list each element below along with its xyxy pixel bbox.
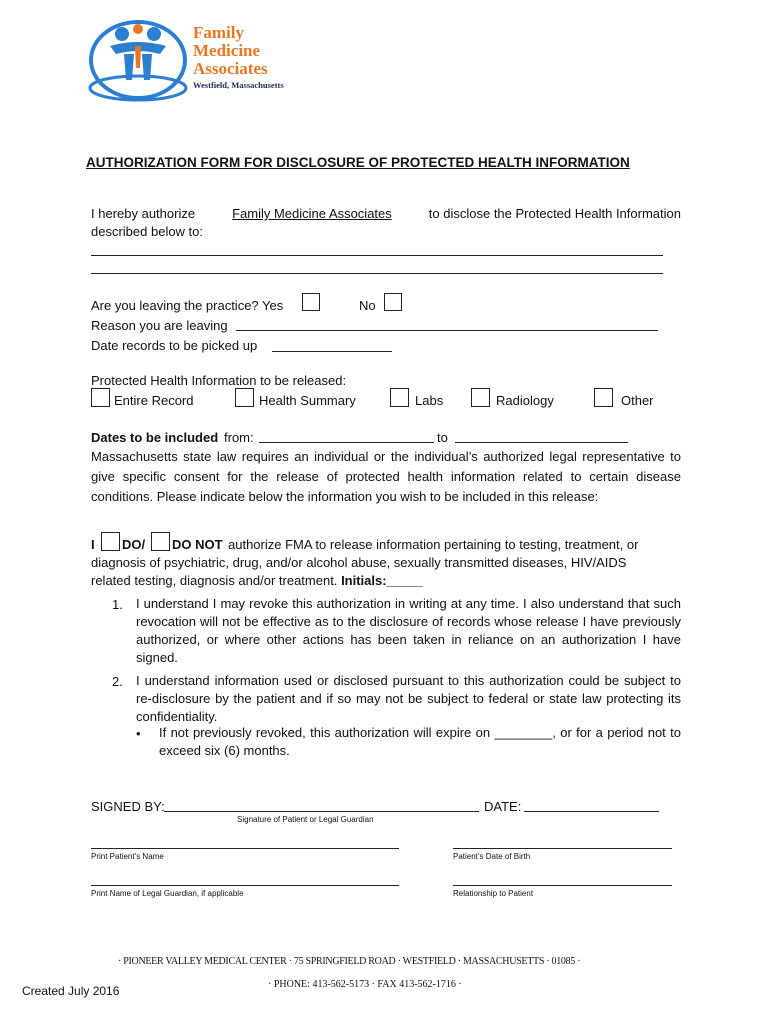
- intro-line-2: described below to:: [91, 224, 204, 239]
- entire-record-label: Entire Record: [114, 393, 194, 408]
- do-checkbox[interactable]: [101, 532, 120, 551]
- guardian-name-caption: Print Name of Legal Guardian, if applicable: [91, 889, 244, 898]
- date-label: DATE:: [484, 799, 522, 814]
- reason-label: Reason you are leaving: [91, 318, 228, 333]
- logo-name-line1: Family: [193, 23, 244, 42]
- consent-do: DO/: [122, 537, 146, 552]
- logo-mark-icon: [80, 16, 190, 104]
- dates-to-line[interactable]: [455, 442, 628, 443]
- logo-name-line2: Medicine: [193, 41, 261, 60]
- dates-to-label: to: [437, 430, 448, 445]
- signature-line[interactable]: [164, 811, 479, 812]
- item2-number: 2.: [112, 674, 123, 689]
- intro-post: to disclose the Protected Health Information: [428, 206, 681, 221]
- logo-location: Westfield, Massachusetts: [193, 80, 284, 90]
- created-date: Created July 2016: [22, 984, 120, 998]
- logo-name-line3: Associates: [193, 59, 268, 78]
- radiology-checkbox[interactable]: [471, 388, 490, 407]
- signature-caption: Signature of Patient or Legal Guardian: [237, 815, 374, 824]
- patient-dob-caption: Patient’s Date of Birth: [453, 852, 531, 861]
- other-checkbox[interactable]: [594, 388, 613, 407]
- dates-from-label: from:: [224, 430, 254, 445]
- labs-checkbox[interactable]: [390, 388, 409, 407]
- labs-label: Labs: [415, 393, 444, 408]
- page-title: AUTHORIZATION FORM FOR DISCLOSURE OF PROTECTED HEALTH INFORMATION: [86, 155, 630, 170]
- pickup-label: Date records to be picked up: [91, 338, 258, 353]
- relationship-caption: Relationship to Patient: [453, 889, 534, 898]
- footer-address: · PIONEER VALLEY MEDICAL CENTER · 75 SPRINGFIELD ROAD · WESTFIELD · MASSACHUSETTS · 01085 ·: [118, 956, 581, 967]
- mass-law-paragraph: Massachusetts state law requires an individual or the individual’s authorized legal representative to give specific consent for the release of protected health information related to certain disease conditions. Please indicate below the information you wish to be included in this release:: [91, 449, 681, 504]
- consent-i: I: [91, 537, 95, 552]
- signed-by-label: SIGNED BY:: [91, 799, 165, 814]
- yes-checkbox[interactable]: [302, 293, 320, 311]
- recipient-line-2[interactable]: [91, 273, 663, 274]
- consent-text-3-span: related testing, diagnosis and/or treatment.: [91, 573, 338, 588]
- date-line[interactable]: [524, 811, 659, 812]
- logo: [80, 16, 320, 104]
- guardian-name-line[interactable]: [91, 885, 399, 886]
- intro-org: Family Medicine Associates: [232, 206, 392, 221]
- reason-line[interactable]: [236, 330, 658, 331]
- no-label: No: [359, 298, 376, 313]
- bullet-mark: •: [136, 726, 141, 741]
- consent-text-1: authorize FMA to release information pertaining to testing, treatment, or: [228, 537, 639, 552]
- item1-number: 1.: [112, 597, 123, 612]
- relationship-line[interactable]: [453, 885, 672, 886]
- pickup-line[interactable]: [272, 351, 392, 352]
- dates-from-line[interactable]: [259, 442, 434, 443]
- intro-line-1: [91, 205, 681, 223]
- leaving-question: Are you leaving the practice? Yes: [91, 298, 284, 313]
- no-checkbox[interactable]: [384, 293, 402, 311]
- patient-name-line[interactable]: [91, 848, 399, 849]
- footer-phone: · PHONE: 413-562-5173 · FAX 413-562-1716 ·: [268, 979, 462, 990]
- patient-name-caption: Print Patient’s Name: [91, 852, 164, 861]
- recipient-line-1[interactable]: [91, 255, 663, 256]
- entire-record-checkbox[interactable]: [91, 388, 110, 407]
- consent-text-3: [91, 572, 423, 590]
- consent-text-2: diagnosis of psychiatric, drug, and/or alcohol abuse, sexually transmitted diseases, HIV/AIDS: [91, 555, 627, 570]
- consent-donot: DO NOT: [172, 537, 223, 552]
- dates-label: Dates to be included: [91, 430, 219, 445]
- health-summary-label: Health Summary: [259, 393, 356, 408]
- other-label: Other: [621, 393, 654, 408]
- phi-label: Protected Health Information to be released:: [91, 373, 347, 388]
- intro-pre: I hereby authorize: [91, 206, 196, 221]
- item2-text: I understand information used or disclosed pursuant to this authorization could be subject to re-disclosure by the patient and if so may not be subject to federal or state law protecting its confidentiality.: [136, 673, 681, 724]
- do-not-checkbox[interactable]: [151, 532, 170, 551]
- health-summary-checkbox[interactable]: [235, 388, 254, 407]
- radiology-label: Radiology: [496, 393, 554, 408]
- patient-dob-line[interactable]: [453, 848, 672, 849]
- initials-label[interactable]: Initials:_____: [341, 573, 423, 588]
- bullet-text: If not previously revoked, this authorization will expire on ________, or for a period not to exceed six (6) months.: [159, 725, 681, 758]
- item1-text: I understand I may revoke this authorization in writing at any time. I also understand that such revocation will not be effective as to the disclosure of records whose release I have previously authorized, or where other actions has been taken in reliance on an authorization I have signed.: [136, 596, 681, 665]
